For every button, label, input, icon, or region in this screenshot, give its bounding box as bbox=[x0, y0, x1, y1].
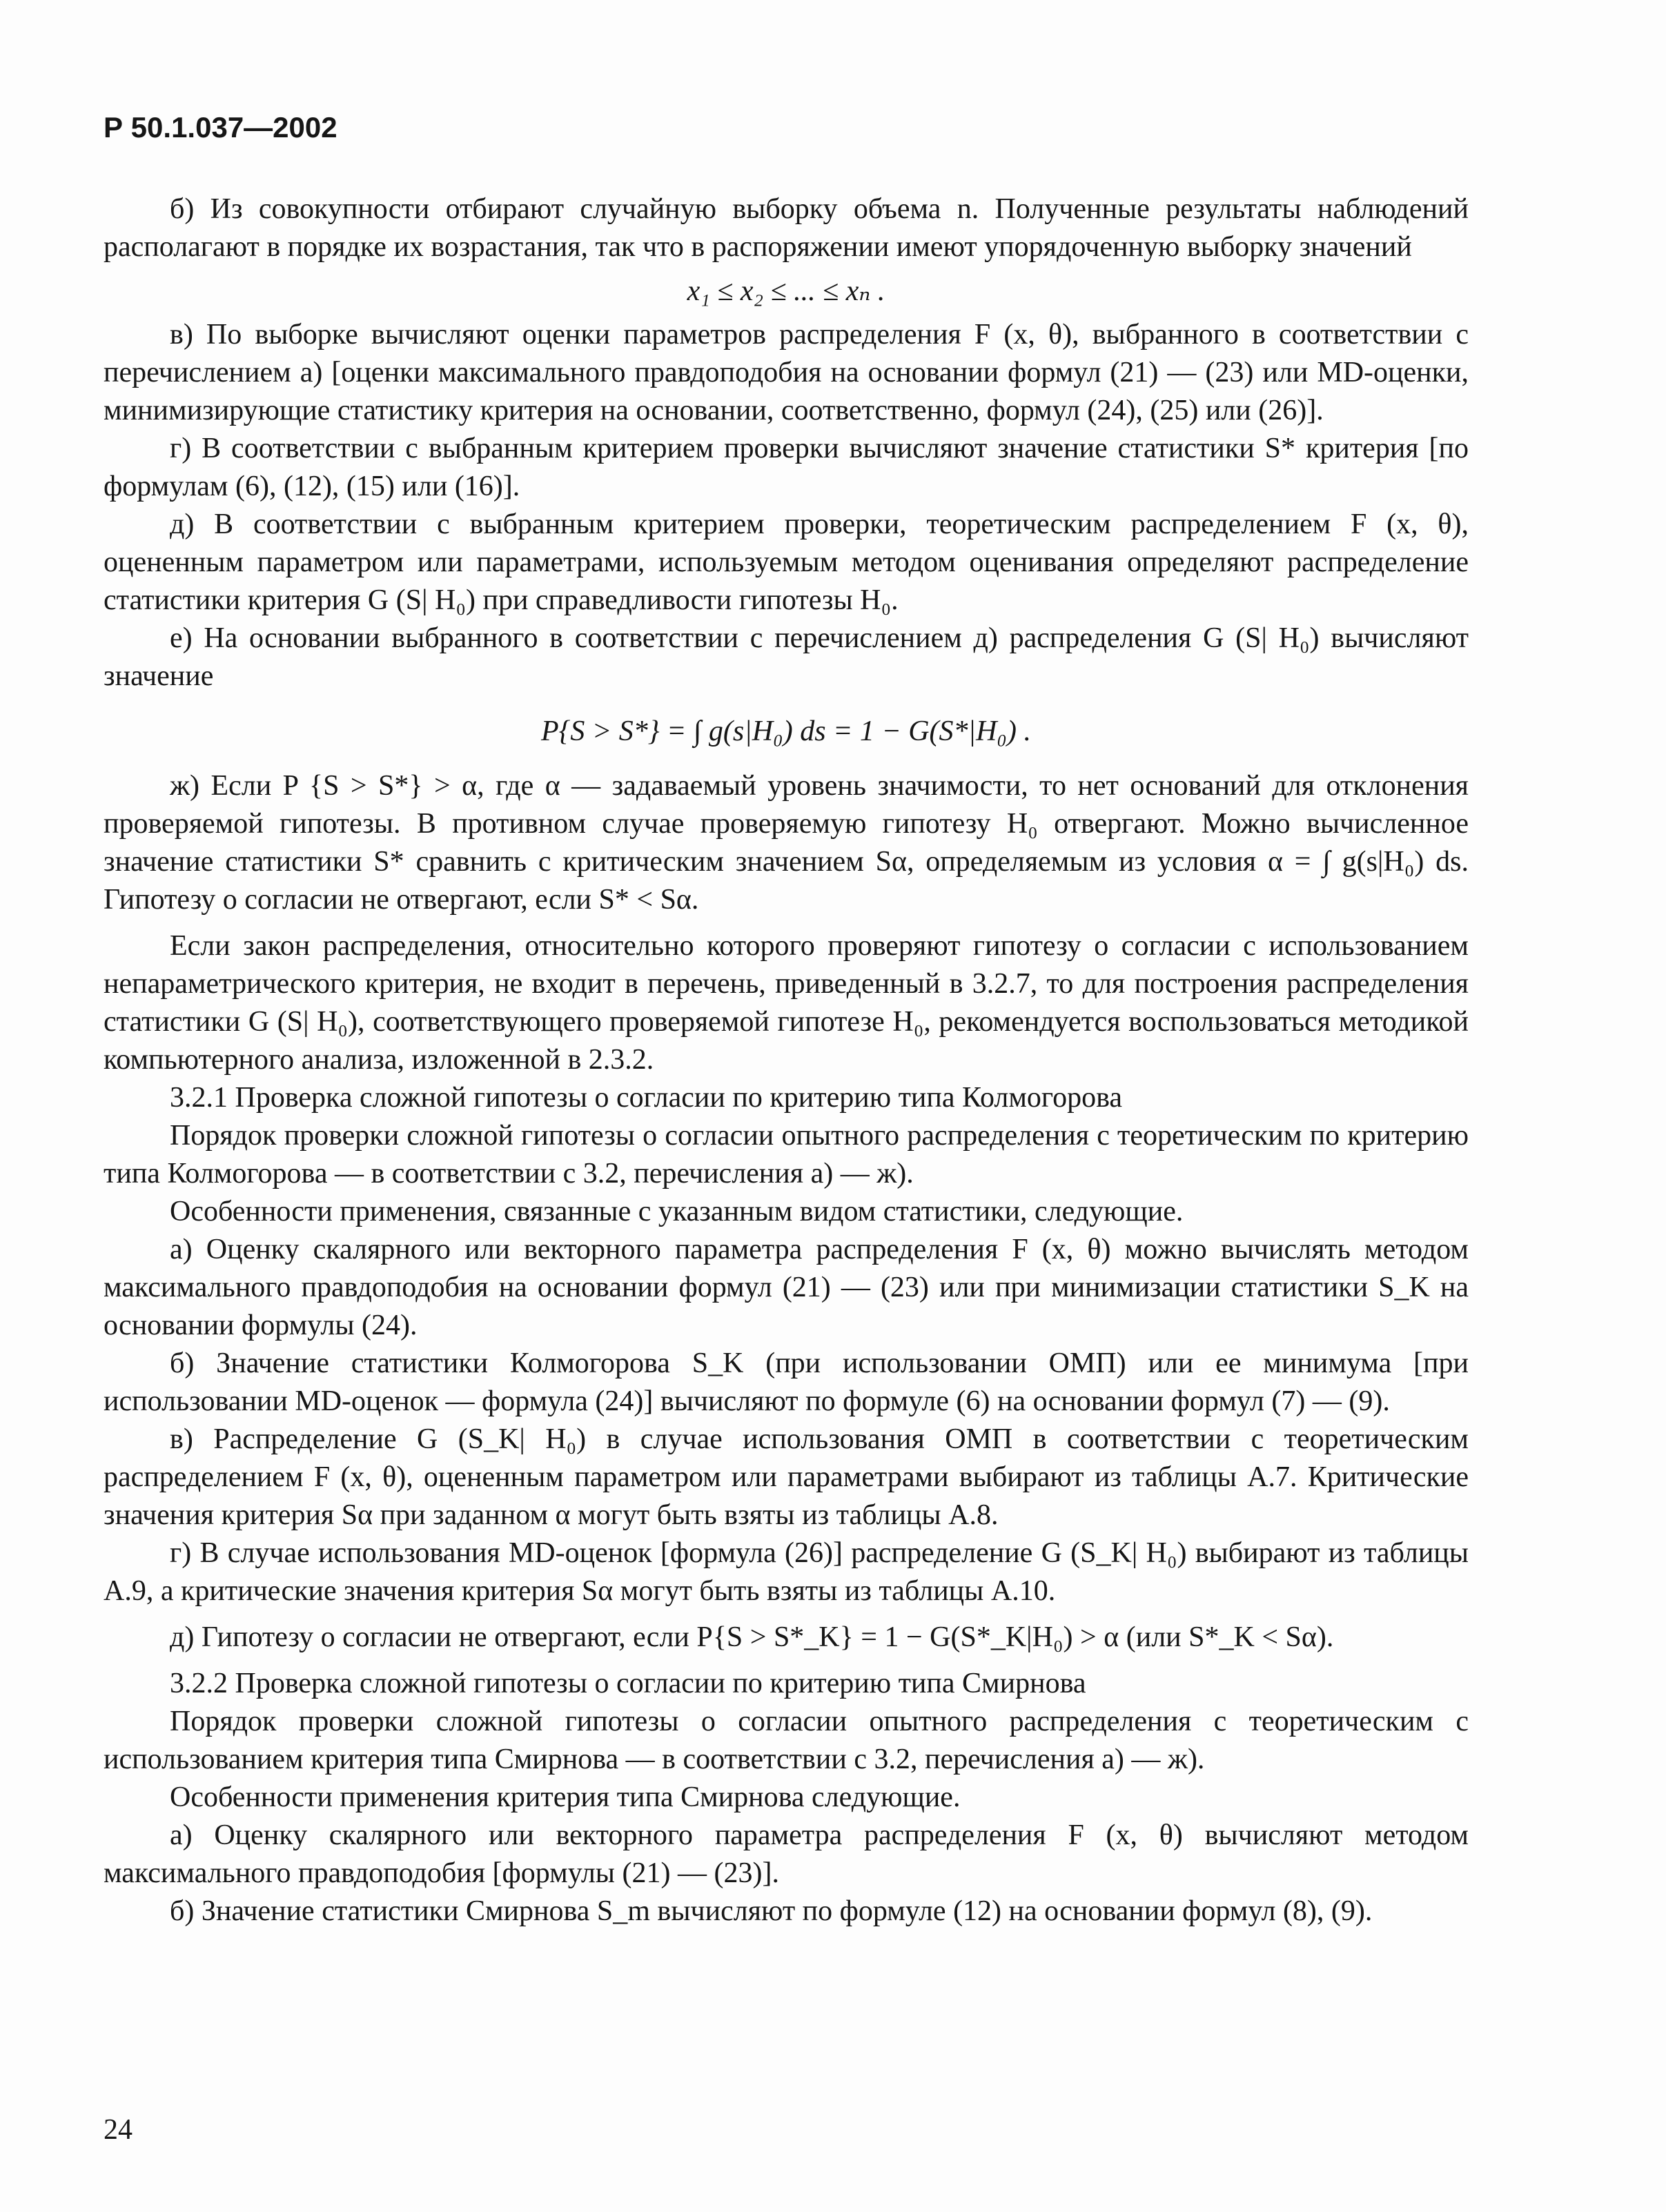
formula-ordered-sample: x₁ ≤ x₂ ≤ ... ≤ xₙ . bbox=[687, 275, 885, 307]
paragraph-smirnov-b: б) Значение статистики Смирнова S_m вычисляют по формуле (12) на основании формул (8), (9). bbox=[170, 1895, 1373, 1927]
paragraph-kolmogorov-b: б) Значение статистики Колмогорова S_K (при использовании ОМП) или ее минимума [при использовании MD-оценок — формула (24)] вычисляют по формуле (6) на основании формул (7) — (9). bbox=[104, 1347, 1469, 1417]
formula-p-value: P{S > S*} = ∫ g(s|H₀) ds = 1 − G(S*|H₀) . bbox=[540, 715, 1032, 747]
page-number: 24 bbox=[104, 2114, 133, 2146]
paragraph-smirnov-order: Порядок проверки сложной гипотезы о согласии опытного распределения с теоретическим с использованием критерия типа Смирнова — в соответствии с 3.2, перечисления а) — ж). bbox=[104, 1706, 1469, 1775]
document-header: Р 50.1.037—2002 bbox=[104, 111, 337, 144]
paragraph-smirnov-features: Особенности применения критерия типа Смирнова следующие. bbox=[170, 1781, 961, 1813]
paragraph-b-sample: б) Из совокупности отбирают случайную выборку объема n. Полученные результаты наблюдений располагают в порядке их возрастания, так что в распоряжении имеют упорядоченную выборку значений bbox=[104, 193, 1469, 263]
paragraph-features-intro: Особенности применения, связанные с указанным видом статистики, следующие. bbox=[170, 1196, 1184, 1227]
paragraph-kolmogorov-v: в) Распределение G (S_K| H₀) в случае использования ОМП в соответствии с теоретическим распределением F (x, θ), оцененным параметром или параметрами выбирают из таблицы А.7. Критические значения критерия Sα при заданном α могут быть взяты из таблицы А.8. bbox=[104, 1423, 1469, 1531]
paragraph-kolmogorov-d: д) Гипотезу о согласии не отвергают, если P{S > S*_K} = 1 − G(S*_K|H₀) > α (или S*_K < Sα). bbox=[170, 1621, 1334, 1653]
paragraph-kolmogorov-g: г) В случае использования MD-оценок [формула (26)] распределение G (S_K| H₀) выбирают из таблицы А.9, а критические значения критерия Sα могут быть взяты из таблицы А.10. bbox=[104, 1537, 1469, 1607]
paragraph-zh-decision: ж) Если P {S > S*} > α, где α — задаваемый уровень значимости, то нет оснований для отклонения проверяемой гипотезы. В противном случае проверяемую гипотезу H₀ отвергают. Можно вычисленное значение статистики S* сравнить с критическим значением Sα, определяемым из условия α = ∫ g(s|H₀) ds. Гипотезу о согласии не отвергают, если S* < Sα. bbox=[104, 770, 1469, 916]
paragraph-kolmogorov-a: а) Оценку скалярного или векторного параметра распределения F (x, θ) можно вычислять методом максимального правдоподобия на основании формул (21) — (23) или при минимизации статистики S_K на основании формулы (24). bbox=[104, 1234, 1469, 1341]
paragraph-g-statistic: г) В соответствии с выбранным критерием проверки вычисляют значение статистики S* критерия [по формулам (6), (12), (15) или (16)]. bbox=[104, 433, 1469, 502]
document-body bbox=[104, 190, 1469, 1930]
paragraph-v-estimates: в) По выборке вычисляют оценки параметров распределения F (x, θ), выбранного в соответствии с перечислением а) [оценки максимального правдоподобия на основании формул (21) — (23) или MD-оценки, минимизирующие статистику критерия на основании, соответственно, формул (24), (25) или (26)]. bbox=[104, 319, 1469, 426]
paragraph-e-value: е) На основании выбранного в соответствии с перечислением д) распределения G (S| H₀) вычисляют значение bbox=[104, 622, 1469, 692]
paragraph-kolmogorov-order: Порядок проверки сложной гипотезы о согласии опытного распределения с теоретическим по критерию типа Колмогорова — в соответствии с 3.2, перечисления а) — ж). bbox=[104, 1120, 1469, 1189]
paragraph-d-distribution: д) В соответствии с выбранным критерием проверки, теоретическим распределением F (x, θ), оцененным параметром или параметрами, используемым методом оценивания определяют распределение статистики критерия G (S| H₀) при справедливости гипотезы H₀. bbox=[104, 508, 1469, 616]
section-heading-3-2-1: 3.2.1 Проверка сложной гипотезы о согласии по критерию типа Колмогорова bbox=[170, 1082, 1123, 1114]
section-heading-3-2-2: 3.2.2 Проверка сложной гипотезы о согласии по критерию типа Смирнова bbox=[170, 1668, 1086, 1699]
paragraph-nonparametric-law: Если закон распределения, относительно которого проверяют гипотезу о согласии с использованием непараметрического критерия, не входит в перечень, приведенный в 3.2.7, то для построения распределения статистики G (S| H₀), соответствующего проверяемой гипотезе H₀, рекомендуется воспользоваться методикой компьютерного анализа, изложенной в 2.3.2. bbox=[104, 930, 1469, 1076]
paragraph-smirnov-a: а) Оценку скалярного или векторного параметра распределения F (x, θ) вычисляют методом максимального правдоподобия [формулы (21) — (23)]. bbox=[104, 1819, 1469, 1889]
